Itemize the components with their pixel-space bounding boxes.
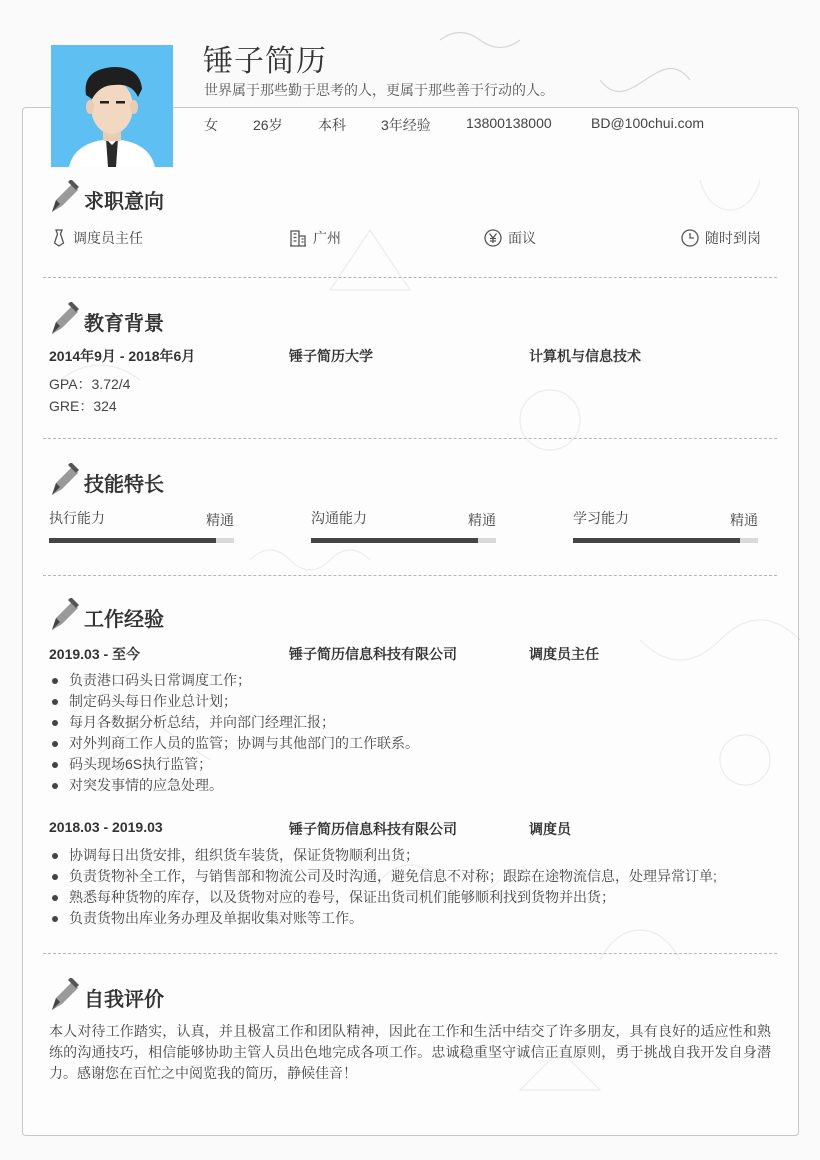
divider [43,277,777,278]
divider [43,438,777,439]
intent-position-text: 调度员主任 [73,230,143,246]
avatar [51,45,173,167]
pen-icon [48,180,80,214]
skill-bar-fill [573,538,740,543]
section-education-title: 教育背景 [84,313,164,335]
skill-bar-track [573,538,758,543]
person-avatar-icon [51,45,173,167]
phone: 13800138000 [466,115,552,131]
intent-city-text: 广州 [313,230,341,246]
job-title: 调度员 [529,821,571,837]
job-company: 锤子简历信息科技有限公司 [289,646,457,662]
pen-icon [48,978,80,1012]
job-period: 2018.03 - 2019.03 [49,819,163,835]
skill-level: 精通 [468,512,496,528]
divider [43,953,777,954]
job-company: 锤子简历信息科技有限公司 [289,821,457,837]
motto: 世界属于那些勤于思考的人，更属于那些善于行动的人。 [204,82,554,98]
skill-bar-fill [311,538,478,543]
clock-icon [681,229,699,247]
yen-circle-icon [484,229,502,247]
pen-icon [48,463,80,497]
skill-bar-track [49,538,234,543]
pen-icon [48,598,80,632]
job-title: 调度员主任 [529,646,599,662]
experience: 3年经验 [381,117,431,133]
duty-item: 对突发事情的应急处理。 [49,775,419,796]
gender: 女 [204,117,218,133]
divider [43,575,777,576]
education-major: 计算机与信息技术 [529,348,641,364]
education-gpa: GPA：3.72/4 [49,376,131,392]
job-duties [49,670,419,796]
intent-availability-text: 随时到岗 [705,230,761,246]
intent-city [289,228,341,248]
duty-item: 码头现场6S执行监管； [49,754,419,775]
section-work-title: 工作经验 [84,609,164,631]
pen-icon [48,302,80,336]
candidate-name: 锤子简历 [203,45,327,78]
duty-item: 负责货物补全工作，与销售部和物流公司及时沟通，避免信息不对称；跟踪在途物流信息，处理异常订单; [49,866,717,887]
skill-bar-track [311,538,496,543]
skill-level: 精通 [730,512,758,528]
duty-item: 负责货物出库业务办理及单据收集对账等工作。 [49,908,717,929]
duty-item: 每月各数据分析总结，并向部门经理汇报； [49,712,419,733]
email: BD@100chui.com [591,115,705,131]
intent-salary-text: 面议 [508,230,536,246]
duty-item: 协调每日出货安排，组织货车装货，保证货物顺利出货； [49,845,717,866]
education-period: 2014年9月 - 2018年6月 [49,348,196,364]
duty-item: 熟悉每种货物的库存，以及货物对应的卷号，保证出货司机们能够顺利找到货物并出货； [49,887,717,908]
education-school: 锤子简历大学 [289,348,373,364]
skill-bar-fill [49,538,216,543]
duty-item: 负责港口码头日常调度工作； [49,670,419,691]
building-icon [289,229,307,247]
job-period: 2019.03 - 至今 [49,646,141,662]
intent-salary [484,228,536,248]
skill-name: 执行能力 [49,510,105,526]
skill-level: 精通 [206,512,234,528]
skill-name: 学习能力 [573,510,629,526]
intent-availability [681,228,761,248]
self-evaluation-text: 本人对待工作踏实，认真，并且极富工作和团队精神，因此在工作和生活中结交了许多朋友，具有良好的适应性和熟练的沟通技巧，相信能够协助主管人员出色地完成各项工作。忠诚稳重坚守诚信正直原则，勇于挑战自我开发自身潜力。感谢您在百忙之中阅览我的简历，静候佳音！ [49,1023,771,1081]
section-intent-title: 求职意向 [84,191,164,213]
intent-position [51,228,143,248]
duty-item: 制定码头每日作业总计划； [49,691,419,712]
duty-item: 对外判商工作人员的监管；协调与其他部门的工作联系。 [49,733,419,754]
section-skills-title: 技能特长 [84,474,164,496]
degree: 本科 [318,117,346,133]
skill-name: 沟通能力 [311,510,367,526]
tie-icon [51,229,67,247]
section-self-title: 自我评价 [84,989,164,1011]
job-duties [49,845,717,929]
age: 26岁 [253,117,283,133]
education-gre: GRE：324 [49,398,117,414]
